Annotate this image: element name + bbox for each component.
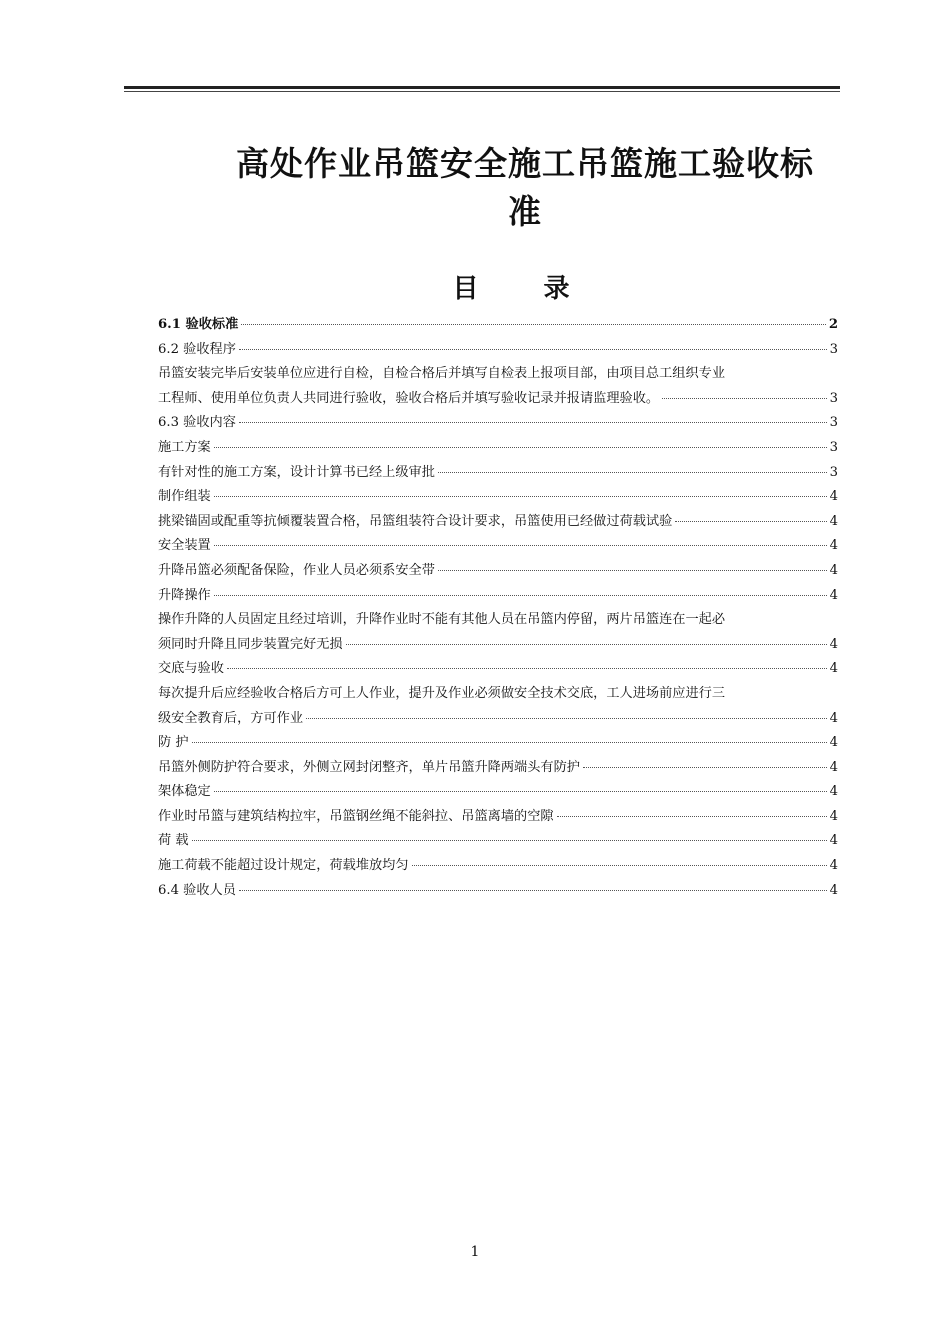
toc-entry-page: 4 — [829, 587, 838, 603]
leader-dots — [662, 398, 826, 399]
toc-entry-text: 防 护 — [158, 735, 189, 751]
toc-entry-page: 2 — [828, 317, 838, 332]
toc-entry[interactable] — [158, 879, 838, 904]
leader-dots — [239, 890, 827, 891]
toc-entry-multiline[interactable] — [158, 682, 838, 731]
toc-entry[interactable] — [158, 657, 838, 682]
toc-entry-text: 6.2 验收程序 — [158, 341, 236, 357]
toc-entry[interactable] — [158, 510, 838, 535]
toc-entry-text: 6.4 验收人员 — [158, 882, 236, 898]
toc-entry[interactable] — [158, 805, 838, 830]
leader-dots — [214, 496, 827, 497]
toc-entry-page: 4 — [829, 489, 838, 505]
document-title — [215, 140, 835, 236]
toc-entry-text: 6.3 验收内容 — [158, 415, 236, 431]
toc-entry[interactable] — [158, 411, 838, 436]
leader-dots — [214, 447, 827, 448]
toc-entry-page: 3 — [829, 415, 838, 431]
toc-entry[interactable] — [158, 461, 838, 486]
toc-entry-text: 吊篮外侧防护符合要求，外侧立网封闭整齐，单片吊篮升降两端头有防护 — [158, 759, 580, 775]
toc-entry-page: 3 — [829, 439, 838, 455]
toc-entry-page: 4 — [829, 562, 838, 578]
toc-entry-page: 4 — [829, 735, 838, 751]
toc-entry-page: 4 — [829, 538, 838, 554]
toc-entry-text: 架体稳定 — [158, 784, 211, 800]
leader-dots — [214, 545, 827, 546]
leader-dots — [239, 422, 827, 423]
toc-entry-text-line1: 吊篮安装完毕后安装单位应进行自检，自检合格后并填写自检表上报项目部，由项目总工组织专业 — [158, 366, 726, 382]
toc-entry-text: 升降操作 — [158, 587, 211, 603]
toc-entry-page: 4 — [829, 710, 838, 726]
toc-entry-text: 施工方案 — [158, 439, 211, 455]
toc-entry-page: 4 — [829, 882, 838, 898]
leader-dots — [214, 791, 827, 792]
toc-entry-text: 须同时升降且同步装置完好无损 — [158, 636, 343, 652]
toc-entry[interactable] — [158, 338, 838, 363]
toc-entry-page: 4 — [829, 833, 838, 849]
toc-entry[interactable] — [158, 436, 838, 461]
leader-dots — [438, 570, 827, 571]
table-of-contents — [158, 313, 838, 903]
title-line-1: 高处作业吊篮安全施工吊篮施工验收标 — [236, 144, 814, 183]
toc-entry-page: 4 — [829, 759, 838, 775]
toc-entry-page: 4 — [829, 661, 838, 677]
toc-entry[interactable] — [158, 731, 838, 756]
toc-entry-text: 挑梁锚固或配重等抗倾覆装置合格，吊篮组装符合设计要求，吊篮使用已经做过荷载试验 — [158, 513, 673, 529]
toc-entry[interactable] — [158, 829, 838, 854]
toc-entry-page: 4 — [829, 513, 838, 529]
leader-dots — [241, 324, 826, 325]
leader-dots — [192, 840, 827, 841]
toc-entry-text: 有针对性的施工方案，设计计算书已经上级审批 — [158, 464, 435, 480]
toc-entry-page: 3 — [829, 390, 838, 406]
toc-entry-page: 4 — [829, 808, 838, 824]
toc-entry-text: 作业时吊篮与建筑结构拉牢，吊篮钢丝绳不能斜拉、吊篮离墙的空隙 — [158, 808, 554, 824]
toc-entry[interactable] — [158, 559, 838, 584]
leader-dots — [214, 595, 827, 596]
toc-entry[interactable] — [158, 780, 838, 805]
toc-entry-page: 4 — [829, 636, 838, 652]
toc-entry-text: 荷 载 — [158, 833, 189, 849]
toc-entry-text: 施工荷载不能超过设计规定，荷载堆放均匀 — [158, 858, 409, 874]
toc-entry[interactable] — [158, 534, 838, 559]
toc-entry-page: 4 — [829, 858, 838, 874]
toc-entry[interactable] — [158, 854, 838, 879]
toc-entry-text: 6.1 验收标准 — [158, 317, 239, 332]
toc-entry-page: 3 — [829, 341, 838, 357]
leader-dots — [438, 472, 827, 473]
toc-entry-text: 工程师、使用单位负责人共同进行验收，验收合格后并填写验收记录并报请监理验收。 — [158, 390, 660, 406]
header-rule-thin — [124, 91, 840, 92]
leader-dots — [583, 767, 827, 768]
toc-heading: 目 录 — [452, 274, 598, 304]
header-rule — [124, 86, 840, 89]
title-line-2: 准 — [508, 192, 542, 231]
leader-dots — [306, 718, 827, 719]
toc-entry-multiline[interactable] — [158, 362, 838, 411]
page-number: 1 — [470, 1244, 480, 1260]
toc-entry-multiline[interactable] — [158, 608, 838, 657]
leader-dots — [239, 349, 827, 350]
leader-dots — [557, 816, 827, 817]
toc-entry[interactable] — [158, 313, 838, 338]
leader-dots — [675, 521, 826, 522]
toc-entry[interactable] — [158, 584, 838, 609]
toc-entry-text: 升降吊篮必须配备保险，作业人员必须系安全带 — [158, 562, 435, 578]
toc-entry[interactable] — [158, 756, 838, 781]
toc-entry-page: 4 — [829, 784, 838, 800]
toc-entry-text: 安全装置 — [158, 538, 211, 554]
toc-entry-text: 交底与验收 — [158, 661, 224, 677]
toc-entry-text-line1: 每次提升后应经验收合格后方可上人作业，提升及作业必须做安全技术交底，工人进场前应进行三 — [158, 685, 726, 701]
toc-entry-text: 制作组装 — [158, 489, 211, 505]
leader-dots — [227, 668, 827, 669]
toc-entry-text: 级安全教育后，方可作业 — [158, 710, 304, 726]
leader-dots — [412, 865, 827, 866]
toc-entry-page: 3 — [829, 464, 838, 480]
toc-entry-text-line1: 操作升降的人员固定且经过培训，升降作业时不能有其他人员在吊篮内停留，两片吊篮连在一起必 — [158, 612, 726, 628]
toc-entry[interactable] — [158, 485, 838, 510]
leader-dots — [192, 742, 827, 743]
leader-dots — [346, 644, 827, 645]
